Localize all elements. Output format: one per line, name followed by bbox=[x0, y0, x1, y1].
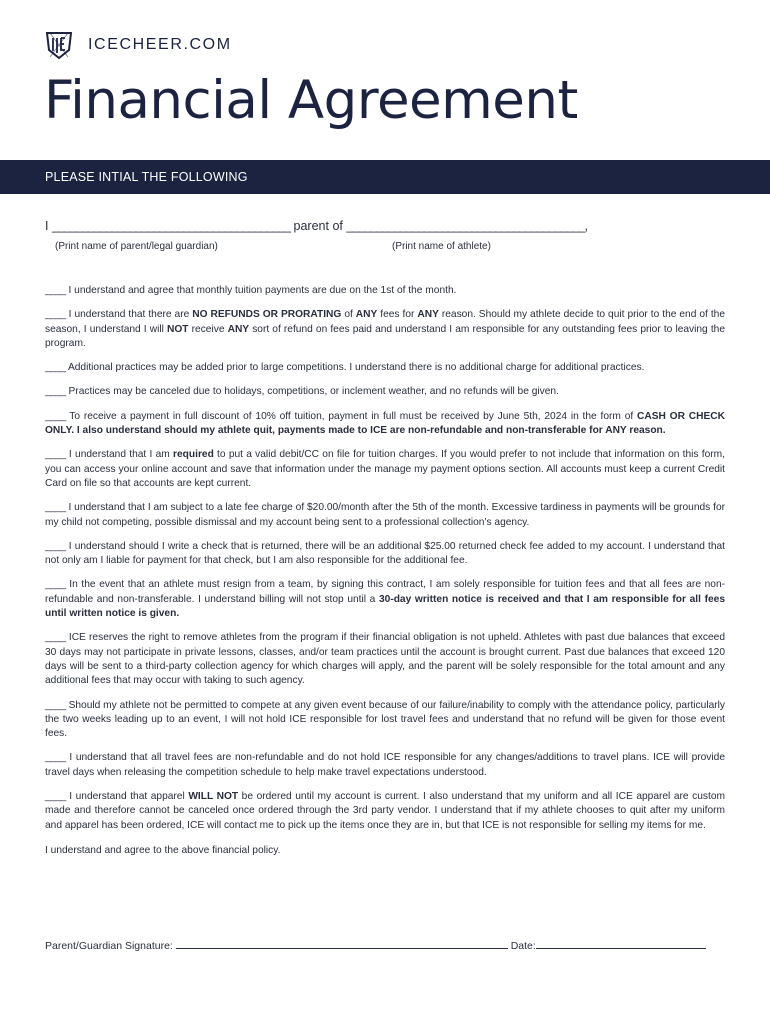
date-label: Date: bbox=[510, 940, 536, 952]
closing-statement: I understand and agree to the above financial policy. bbox=[45, 844, 281, 856]
item-text: to put a valid debit/CC on file for tuition charges. If you would prefer to not include that information on this form, you can access your online account and save that information under the manage my payment options section. All accounts must keep a current Credit Card on file so that accounts are kept current. bbox=[45, 449, 725, 489]
page-title: Financial Agreement bbox=[44, 70, 578, 131]
initial-field[interactable]: ____ bbox=[45, 632, 66, 644]
item-text-bold: ANY bbox=[417, 309, 439, 321]
agreement-item bbox=[45, 540, 725, 569]
initial-field[interactable]: ____ bbox=[45, 285, 66, 296]
item-text: I understand that I am bbox=[65, 449, 174, 461]
item-text: ICE reserves the right to remove athletes from the program if their financial obligation is not upheld. Athletes with past due balances that exceed 30 days may not participate in private lessons, classes, and/or team practices until the account is brought current. Past due balances that exceed 120 days will be sent to a third-party collection agency for which charges will apply, and the parent will be solely responsible for the total amount and any additional fees that may occur with taking to such agency. bbox=[45, 632, 725, 687]
item-text: fees for bbox=[377, 309, 418, 321]
initial-field[interactable]: ____ bbox=[45, 502, 66, 514]
initial-field[interactable]: ____ bbox=[45, 752, 66, 764]
agreement-item bbox=[45, 308, 725, 351]
item-text: I understand and agree that monthly tuition payments are due on the 1st of the month. bbox=[65, 285, 457, 296]
initial-field[interactable]: ____ bbox=[45, 449, 66, 461]
item-text-bold: required bbox=[173, 449, 214, 461]
initial-field[interactable]: ____ bbox=[45, 791, 66, 803]
item-text: I understand that there are bbox=[65, 309, 193, 321]
name-sublabels bbox=[45, 240, 725, 256]
agreement-item bbox=[45, 448, 725, 491]
item-text: Additional practices may be added prior to large competitions. I understand there is no additional charge for additional practices. bbox=[65, 362, 645, 374]
item-text: I understand that all travel fees are non-refundable and do not hold ICE responsible for any changes/additions to travel plans. ICE will provide travel days when releasing the competition schedule to help make travel expectations understood. bbox=[45, 752, 725, 778]
header bbox=[44, 30, 232, 60]
agreement-item bbox=[45, 361, 725, 375]
item-text: reason. Should my athlete decide to quit prior to the end of the season, I understand I will bbox=[45, 309, 725, 335]
initial-field[interactable]: ____ bbox=[45, 362, 66, 374]
parent-of-label: parent of bbox=[293, 219, 343, 233]
initial-field[interactable]: ____ bbox=[45, 540, 66, 552]
signature-row bbox=[45, 938, 706, 952]
initial-field[interactable]: ____ bbox=[45, 386, 66, 398]
item-text: I understand that apparel bbox=[65, 791, 189, 803]
item-text-bold: NOT bbox=[167, 323, 189, 335]
initial-field[interactable]: ____ bbox=[45, 410, 66, 422]
item-text: of bbox=[341, 309, 356, 321]
item-text-bold: ANY bbox=[355, 309, 378, 321]
section-bar: PLEASE INTIAL THE FOLLOWING bbox=[0, 160, 770, 194]
initial-field[interactable]: ____ bbox=[45, 309, 66, 321]
comma: , bbox=[584, 219, 588, 233]
agreement-item bbox=[45, 385, 725, 399]
item-text: Should my athlete not be permitted to compete at any given event because of our failure/inability to comply with the attendance policy, particularly the two weeks leading up to an event, I will not hold ICE responsible for lost travel fees and understand that no refund will be given for those event fees. bbox=[45, 699, 725, 740]
agreement-item bbox=[45, 501, 725, 530]
item-text: In the event that an athlete must resign from a team, by signing this contract, I am solely responsible for tuition fees and that all fees are non-refundable and non-transferable. I understand billing will not stop until a bbox=[45, 579, 725, 605]
item-text-bold: ANY bbox=[227, 323, 250, 335]
name-line bbox=[45, 218, 725, 234]
pronoun-label: I bbox=[45, 219, 49, 233]
agreement-item bbox=[45, 699, 725, 742]
agreement-items bbox=[45, 284, 725, 833]
date-field[interactable] bbox=[536, 938, 706, 949]
item-text: Practices may be canceled due to holidays, competitions, or inclement weather, and no refunds will be given. bbox=[65, 386, 559, 398]
parent-name-label: (Print name of parent/legal guardian) bbox=[55, 241, 218, 252]
initial-field[interactable]: ____ bbox=[45, 579, 66, 591]
agreement-item bbox=[45, 284, 725, 298]
initial-field[interactable]: ____ bbox=[45, 699, 66, 711]
item-text-bold: 30-day written notice is received and that I am responsible for all fees until written notice is given. bbox=[45, 593, 725, 620]
item-text-bold: WILL NOT bbox=[188, 791, 239, 803]
parent-name-field[interactable]: ________________________________________ bbox=[51, 219, 291, 233]
signature-field[interactable] bbox=[176, 938, 508, 949]
agreement-item bbox=[45, 410, 725, 439]
ice-shield-logo-icon bbox=[44, 30, 74, 60]
agreement-item bbox=[45, 790, 725, 833]
item-text-bold: NO REFUNDS OR PRORATING bbox=[192, 309, 342, 321]
item-text: I understand should I write a check that is returned, there will be an additional $25.00 returned check fee added to my account. I understand that not only am I liable for payment for that check, but I am also responsible for the additional fee. bbox=[45, 540, 725, 567]
signature-label: Parent/Guardian Signature: bbox=[45, 940, 173, 952]
athlete-name-field[interactable]: ________________________________________ bbox=[346, 219, 585, 233]
item-text: be ordered until my account is current. I also understand that my uniform and all ICE apparel are custom made and therefore cannot be canceled once ordered through the 3rd party vendor. I understand that if my athlete chooses to quit after my uniform and apparel has been ordered, ICE will contact me to pick up the items once they are in, but that ICE is not responsible for selling my items for me. bbox=[45, 791, 726, 831]
item-text: receive bbox=[188, 323, 228, 335]
agreement-body bbox=[45, 218, 725, 858]
item-text: I understand that I am subject to a late fee charge of $20.00/month after the 5th of the month. Excessive tardiness in payments will be grounds for my child not competing, possible dismissal and my account being sent to a professional collection’s agency. bbox=[45, 502, 725, 528]
agreement-item bbox=[45, 631, 725, 688]
item-text: To receive a payment in full discount of 10% off tuition, payment in full must be received by June 5th, 2024 in the form of bbox=[65, 410, 637, 422]
agreement-item bbox=[45, 751, 725, 780]
item-text-bold: CASH OR CHECK ONLY. I also understand should my athlete quit, payments made to ICE are non-refundable and non-transferable for ANY reason. bbox=[45, 410, 725, 437]
agreement-item bbox=[45, 578, 725, 621]
athlete-name-label: (Print name of athlete) bbox=[392, 241, 491, 252]
brand-name: ICECHEER.COM bbox=[88, 36, 232, 53]
item-text: sort of refund on fees paid and understand I am responsible for any outstanding fees prior to leaving the program. bbox=[45, 323, 725, 349]
